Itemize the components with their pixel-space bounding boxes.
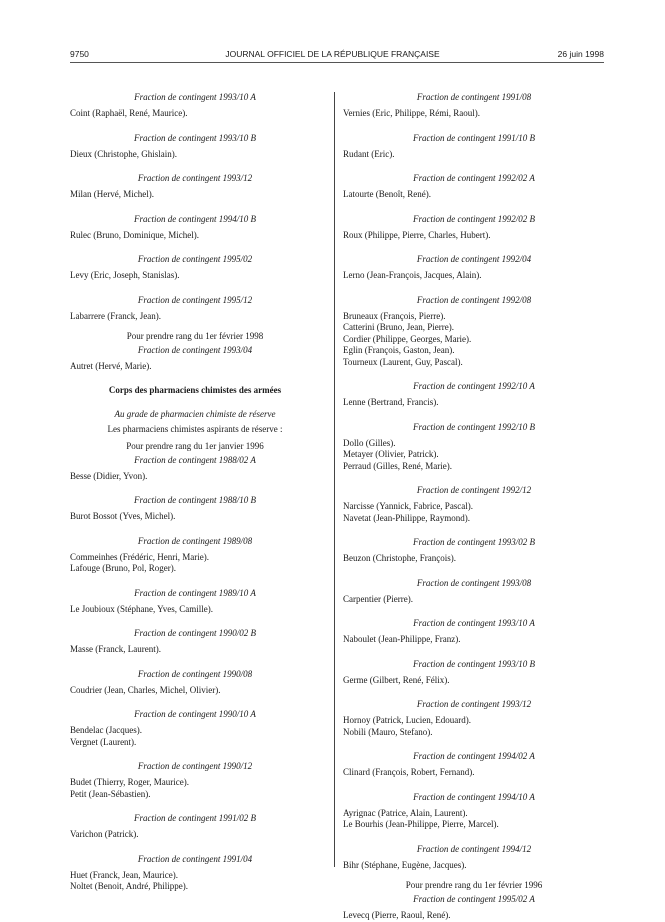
fraction-heading: Fraction de contingent 1992/12 [416, 485, 532, 495]
name-entry: Varichon (Patrick). [70, 829, 139, 839]
fraction-heading: Fraction de contingent 1992/02 A [413, 173, 535, 183]
fraction-heading: Fraction de contingent 1992/10 A [413, 381, 535, 391]
name-entry: Coint (Raphaël, René, Maurice). [70, 108, 188, 118]
fraction-heading: Fraction de contingent 1994/02 A [413, 751, 535, 761]
name-entry: Lerno (Jean-François, Jacques, Alain). [343, 270, 482, 280]
fraction-heading: Fraction de contingent 1990/10 A [134, 709, 256, 719]
name-entry: Levy (Eric, Joseph, Stanislas). [70, 270, 180, 280]
name-entry: Dieux (Christophe, Ghislain). [70, 148, 177, 159]
section-title: Corps des pharmaciens chimistes des armées [108, 384, 282, 395]
fraction-heading: Fraction de contingent 1989/08 [137, 535, 253, 546]
name-entry: Le Joubioux (Stéphane, Yves, Camille). [70, 603, 213, 614]
fraction-heading: Fraction de contingent 1990/08 [137, 668, 253, 679]
name-entry: Rulec (Bruno, Dominique, Michel). [70, 229, 199, 240]
name-entry: Lenne (Bertrand, Francis). [343, 397, 439, 407]
fraction-heading: Fraction de contingent 1994/10 A [413, 791, 535, 802]
name-entry: Ayrignac (Patrice, Alain, Laurent). [343, 807, 468, 818]
fraction-heading: Fraction de contingent 1994/10 B [134, 213, 256, 224]
name-entry: Burot Bossot (Yves, Michel). [70, 511, 176, 521]
fraction-heading: Fraction de contingent 1993/04 [137, 345, 253, 355]
fraction-heading: Fraction de contingent 1991/08 [416, 92, 532, 102]
fraction-heading: Fraction de contingent 1994/12 [416, 843, 532, 854]
column-divider [334, 92, 335, 867]
name-entry: Bruneaux (François, Pierre). [343, 310, 446, 321]
fraction-heading: Fraction de contingent 1990/12 [137, 761, 253, 771]
name-entry: Budet (Thierry, Roger, Maurice). [70, 777, 190, 787]
name-entry: Perraud (Gilles, René, Marie). [343, 460, 452, 471]
name-entry: Naboulet (Jean-Philippe, Franz). [343, 634, 461, 644]
fraction-heading: Fraction de contingent 1993/08 [416, 577, 532, 588]
name-entry: Lafouge (Bruno, Pol, Roger). [70, 563, 176, 573]
name-entry: Eglin (François, Gaston, Jean). [343, 345, 455, 355]
name-entry: Tourneux (Laurent, Guy, Pascal). [343, 356, 463, 367]
name-entry: Roux (Philippe, Pierre, Charles, Hubert). [343, 229, 491, 240]
name-entry: Commeinhes (Frédéric, Henri, Marie). [70, 551, 209, 562]
name-entry: Labarrere (Franck, Jean). [70, 310, 161, 321]
page-number: 9750 [70, 49, 89, 59]
name-entry: Bendelac (Jacques). [70, 725, 142, 735]
name-entry: Beuzon (Christophe, François). [343, 553, 456, 563]
name-entry: Cordier (Philippe, Georges, Marie). [343, 333, 472, 344]
name-entry: Nobili (Mauro, Stefano). [343, 726, 433, 737]
name-entry: Noltet (Benoit, André, Philippe). [70, 881, 188, 891]
rank-note: Pour prendre rang du 1er janvier 1996 [126, 440, 264, 451]
name-entry: Vernies (Eric, Philippe, Rémi, Raoul). [343, 108, 480, 118]
rank-note: Pour prendre rang du 1er février 1998 [126, 331, 264, 341]
fraction-heading: Fraction de contingent 1992/04 [416, 254, 532, 264]
fraction-heading: Au grade de pharmacien chimiste de réserve [114, 408, 276, 419]
fraction-heading: Fraction de contingent 1988/02 A [134, 454, 256, 465]
name-entry: Vergnet (Laurent). [70, 736, 137, 747]
name-entry: Rudant (Eric). [343, 148, 395, 159]
name-entry: Dollo (Gilles). [343, 437, 396, 448]
name-entry: Germe (Gilbert, René, Félix). [343, 674, 450, 685]
fraction-heading: Fraction de contingent 1992/02 B [413, 213, 535, 224]
name-entry: Autret (Hervé, Marie). [70, 361, 152, 371]
name-entry: Bihr (Stéphane, Eugène, Jacques). [343, 859, 467, 870]
name-entry: Milan (Hervé, Michel). [70, 189, 154, 199]
fraction-heading: Fraction de contingent 1993/12 [137, 173, 253, 183]
fraction-heading: Fraction de contingent 1995/02 A [413, 894, 535, 904]
fraction-heading: Fraction de contingent 1991/10 B [413, 132, 535, 143]
name-entry: Clinard (François, Robert, Fernand). [343, 767, 475, 777]
fraction-heading: Fraction de contingent 1991/04 [137, 853, 253, 864]
journal-title: JOURNAL OFFICIEL DE LA RÉPUBLIQUE FRANÇAISE [225, 49, 440, 59]
name-entry: Huet (Franck, Jean, Maurice). [70, 869, 178, 880]
fraction-heading: Fraction de contingent 1990/02 B [134, 628, 256, 638]
fraction-heading: Fraction de contingent 1993/12 [416, 699, 532, 709]
header-rule [70, 62, 604, 63]
name-entry: Le Bourhis (Jean-Philippe, Pierre, Marcel). [343, 819, 499, 829]
right-column [343, 92, 605, 922]
fraction-heading: Fraction de contingent 1993/10 A [413, 618, 535, 628]
name-entry: Navetat (Jean-Philippe, Raymond). [343, 512, 470, 523]
name-entry: Hornoy (Patrick, Lucien, Edouard). [343, 715, 471, 725]
name-entry: Coudrier (Jean, Charles, Michel, Olivier). [70, 684, 221, 695]
name-entry: Metayer (Olivier, Patrick). [343, 449, 439, 459]
name-entry: Masse (Franck, Laurent). [70, 644, 161, 654]
fraction-heading: Fraction de contingent 1995/02 [137, 254, 253, 264]
name-entry: Narcisse (Yannick, Fabrice, Pascal). [343, 501, 474, 511]
fraction-heading: Fraction de contingent 1989/10 A [134, 587, 256, 598]
rank-note: Pour prendre rang du 1er février 1996 [405, 880, 543, 890]
left-column [70, 92, 320, 893]
name-entry: Latourte (Benoît, René). [343, 189, 431, 199]
name-entry: Carpentier (Pierre). [343, 593, 413, 604]
issue-date: 26 juin 1998 [557, 49, 604, 59]
fraction-heading: Fraction de contingent 1993/10 A [134, 92, 256, 102]
rank-note: Les pharmaciens chimistes aspirants de réserve : [107, 423, 283, 434]
fraction-heading: Fraction de contingent 1992/10 B [413, 421, 535, 432]
name-entry: Petit (Jean-Sébastien). [70, 788, 151, 799]
fraction-heading: Fraction de contingent 1988/10 B [134, 495, 256, 505]
fraction-heading: Fraction de contingent 1993/10 B [134, 132, 256, 143]
name-entry: Besse (Didier, Yvon). [70, 470, 148, 481]
name-entry: Catterini (Bruno, Jean, Pierre). [343, 322, 454, 332]
fraction-heading: Fraction de contingent 1993/02 B [413, 537, 535, 547]
name-entry: Levecq (Pierre, Raoul, René). [343, 910, 451, 920]
fraction-heading: Fraction de contingent 1991/02 B [134, 813, 256, 823]
fraction-heading: Fraction de contingent 1995/12 [137, 294, 253, 305]
fraction-heading: Fraction de contingent 1992/08 [416, 294, 532, 305]
fraction-heading: Fraction de contingent 1993/10 B [413, 658, 535, 669]
